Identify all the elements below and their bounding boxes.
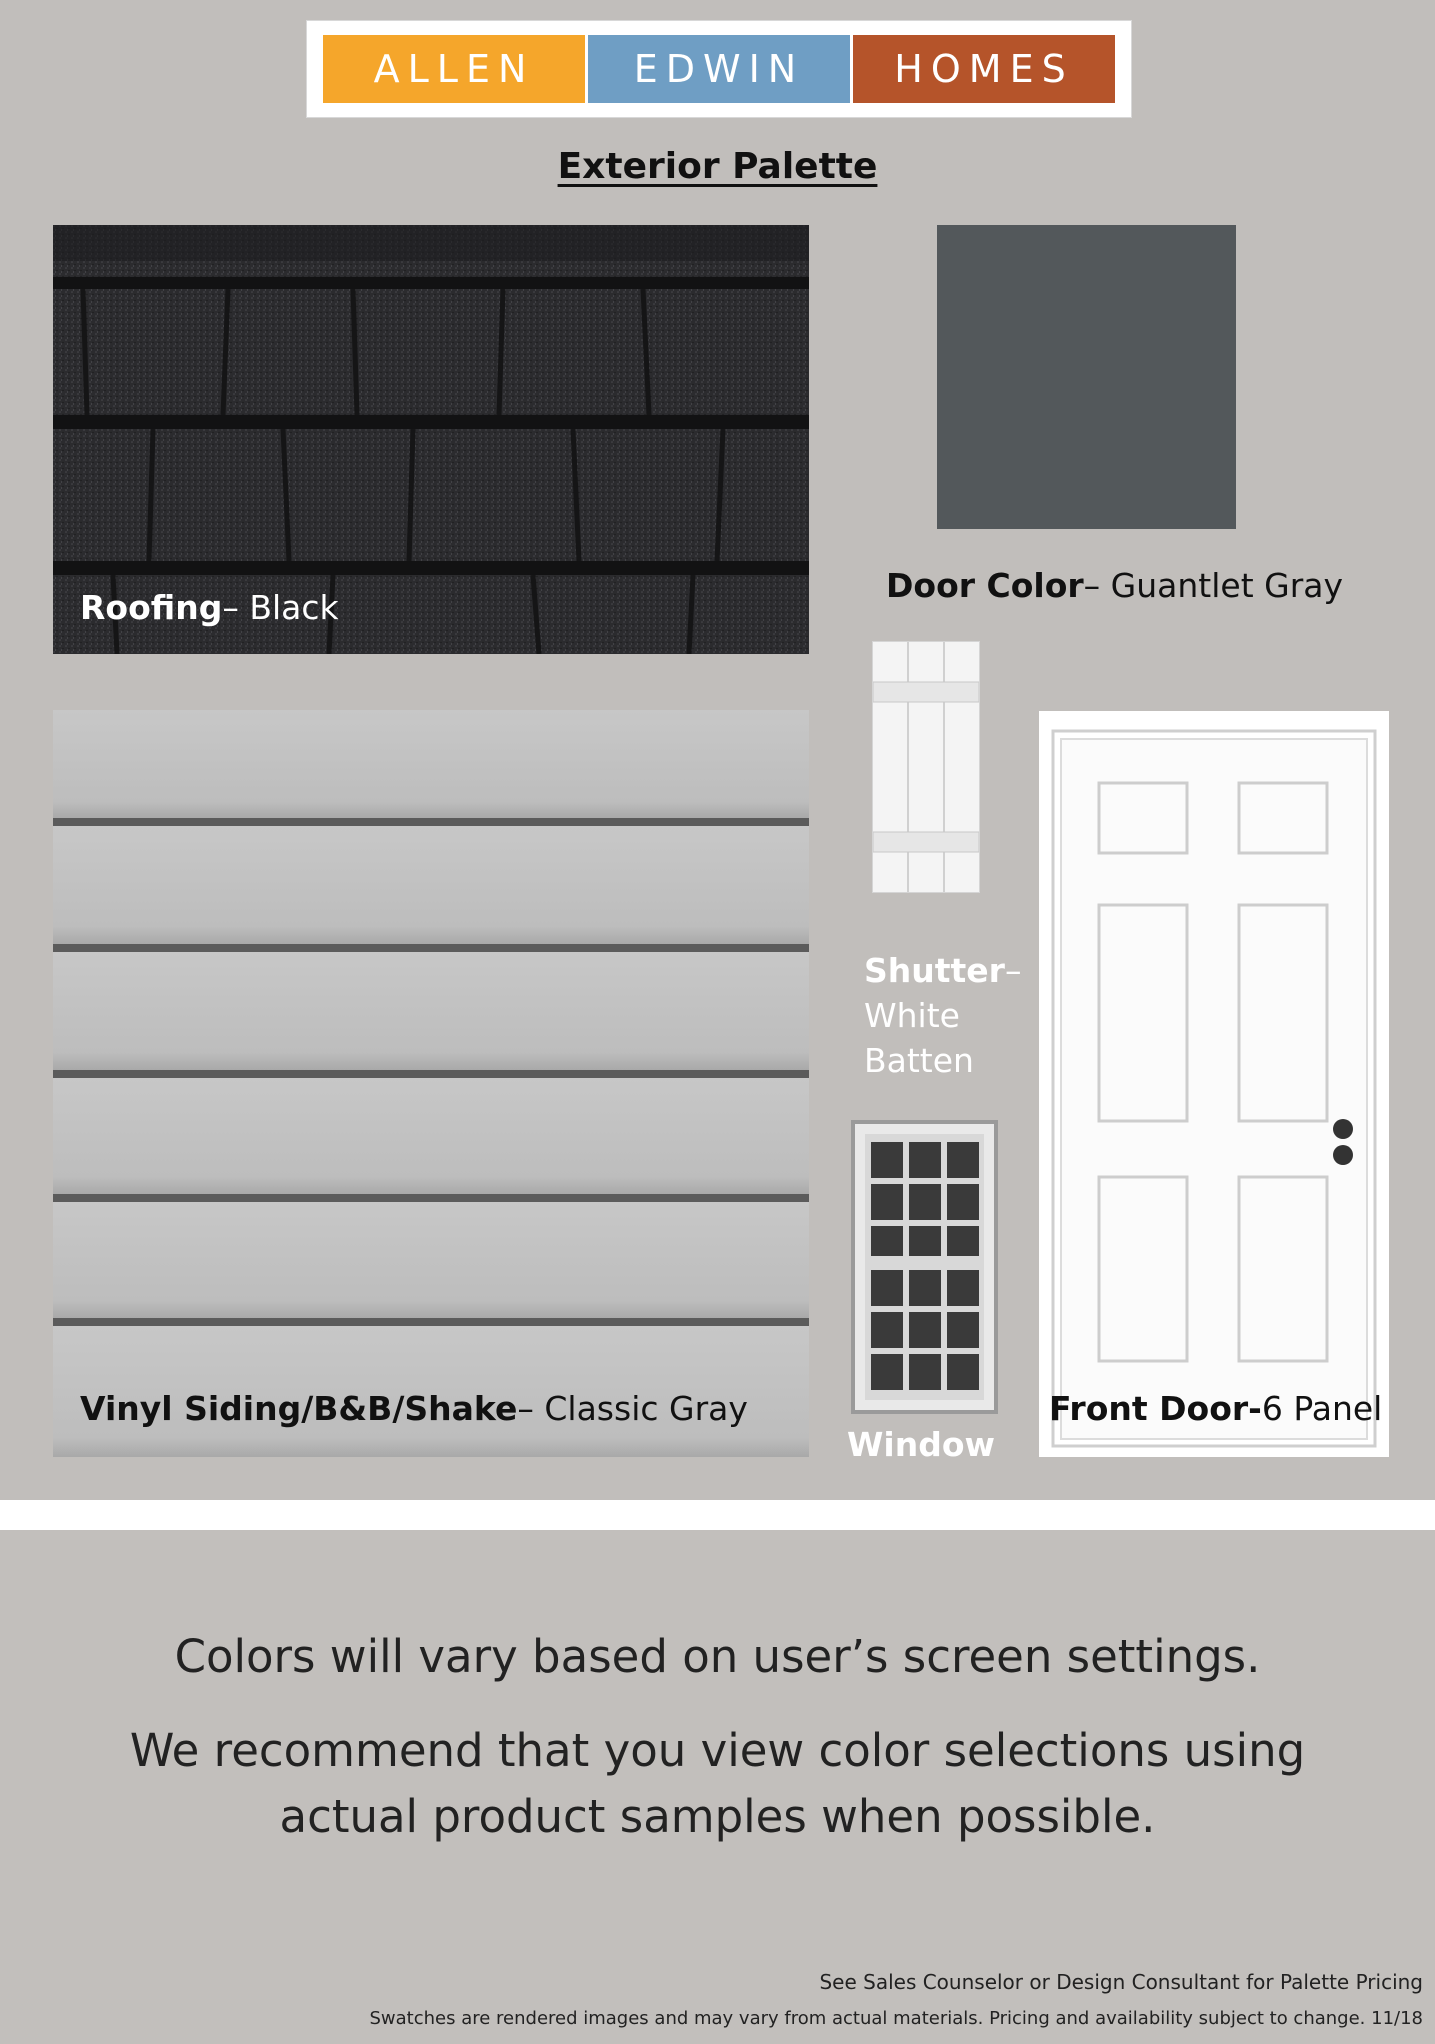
front-door-value: 6 Panel <box>1261 1389 1383 1428</box>
front-door-name: Front Door- <box>1049 1389 1262 1428</box>
window-drawing <box>851 1120 998 1414</box>
roofing-value: Black <box>249 588 339 627</box>
door-color-separator: – <box>1083 566 1111 605</box>
notice-line-3: actual product samples when possible. <box>279 1790 1156 1843</box>
siding-value: Classic Gray <box>544 1389 748 1428</box>
siding-separator: – <box>517 1389 545 1428</box>
front-door-image <box>1039 711 1389 1457</box>
section-divider <box>0 1500 1435 1530</box>
siding-name: Vinyl Siding/B&B/Shake <box>80 1389 518 1428</box>
batten-shutter-drawing <box>873 642 979 892</box>
logo-word-allen: ALLEN <box>323 35 585 103</box>
siding-swatch <box>53 710 809 1457</box>
shutter-image <box>872 641 980 893</box>
door-color-swatch <box>937 225 1236 529</box>
shutter-separator: – <box>1004 951 1022 990</box>
roofing-name: Roofing <box>80 588 223 627</box>
logo-word-edwin: EDWIN <box>588 35 850 103</box>
window-image <box>851 1120 998 1414</box>
shutter-value-line1: White <box>864 996 960 1035</box>
notice-line-1: Colors will vary based on user’s screen settings. <box>174 1630 1261 1683</box>
door-color-name: Door Color <box>886 566 1084 605</box>
siding-label <box>80 1389 748 1428</box>
page-title: Exterior Palette <box>557 146 878 187</box>
footer-pricing-note: See Sales Counselor or Design Consultant for Palette Pricing <box>819 1970 1423 1994</box>
door-color-label <box>886 566 1343 605</box>
siding-texture <box>53 710 809 1457</box>
window-label: Window <box>847 1425 995 1464</box>
door-color-value: Guantlet Gray <box>1110 566 1344 605</box>
logo-word-homes: HOMES <box>853 35 1115 103</box>
shutter-name: Shutter <box>864 951 1005 990</box>
six-panel-door-drawing <box>1039 711 1389 1457</box>
front-door-label <box>1049 1389 1382 1428</box>
notice-block <box>0 1718 1435 1850</box>
roofing-separator: – <box>222 588 250 627</box>
notice-line-2: We recommend that you view color selections using <box>129 1724 1306 1777</box>
footer-disclaimer: Swatches are rendered images and may vary from actual materials. Pricing and availability subject to change. 11/18 <box>369 2008 1423 2029</box>
roofing-label <box>80 588 339 627</box>
shutter-label <box>864 948 1024 1083</box>
brand-logo <box>306 20 1132 118</box>
shutter-value-line2: Batten <box>864 1041 974 1080</box>
